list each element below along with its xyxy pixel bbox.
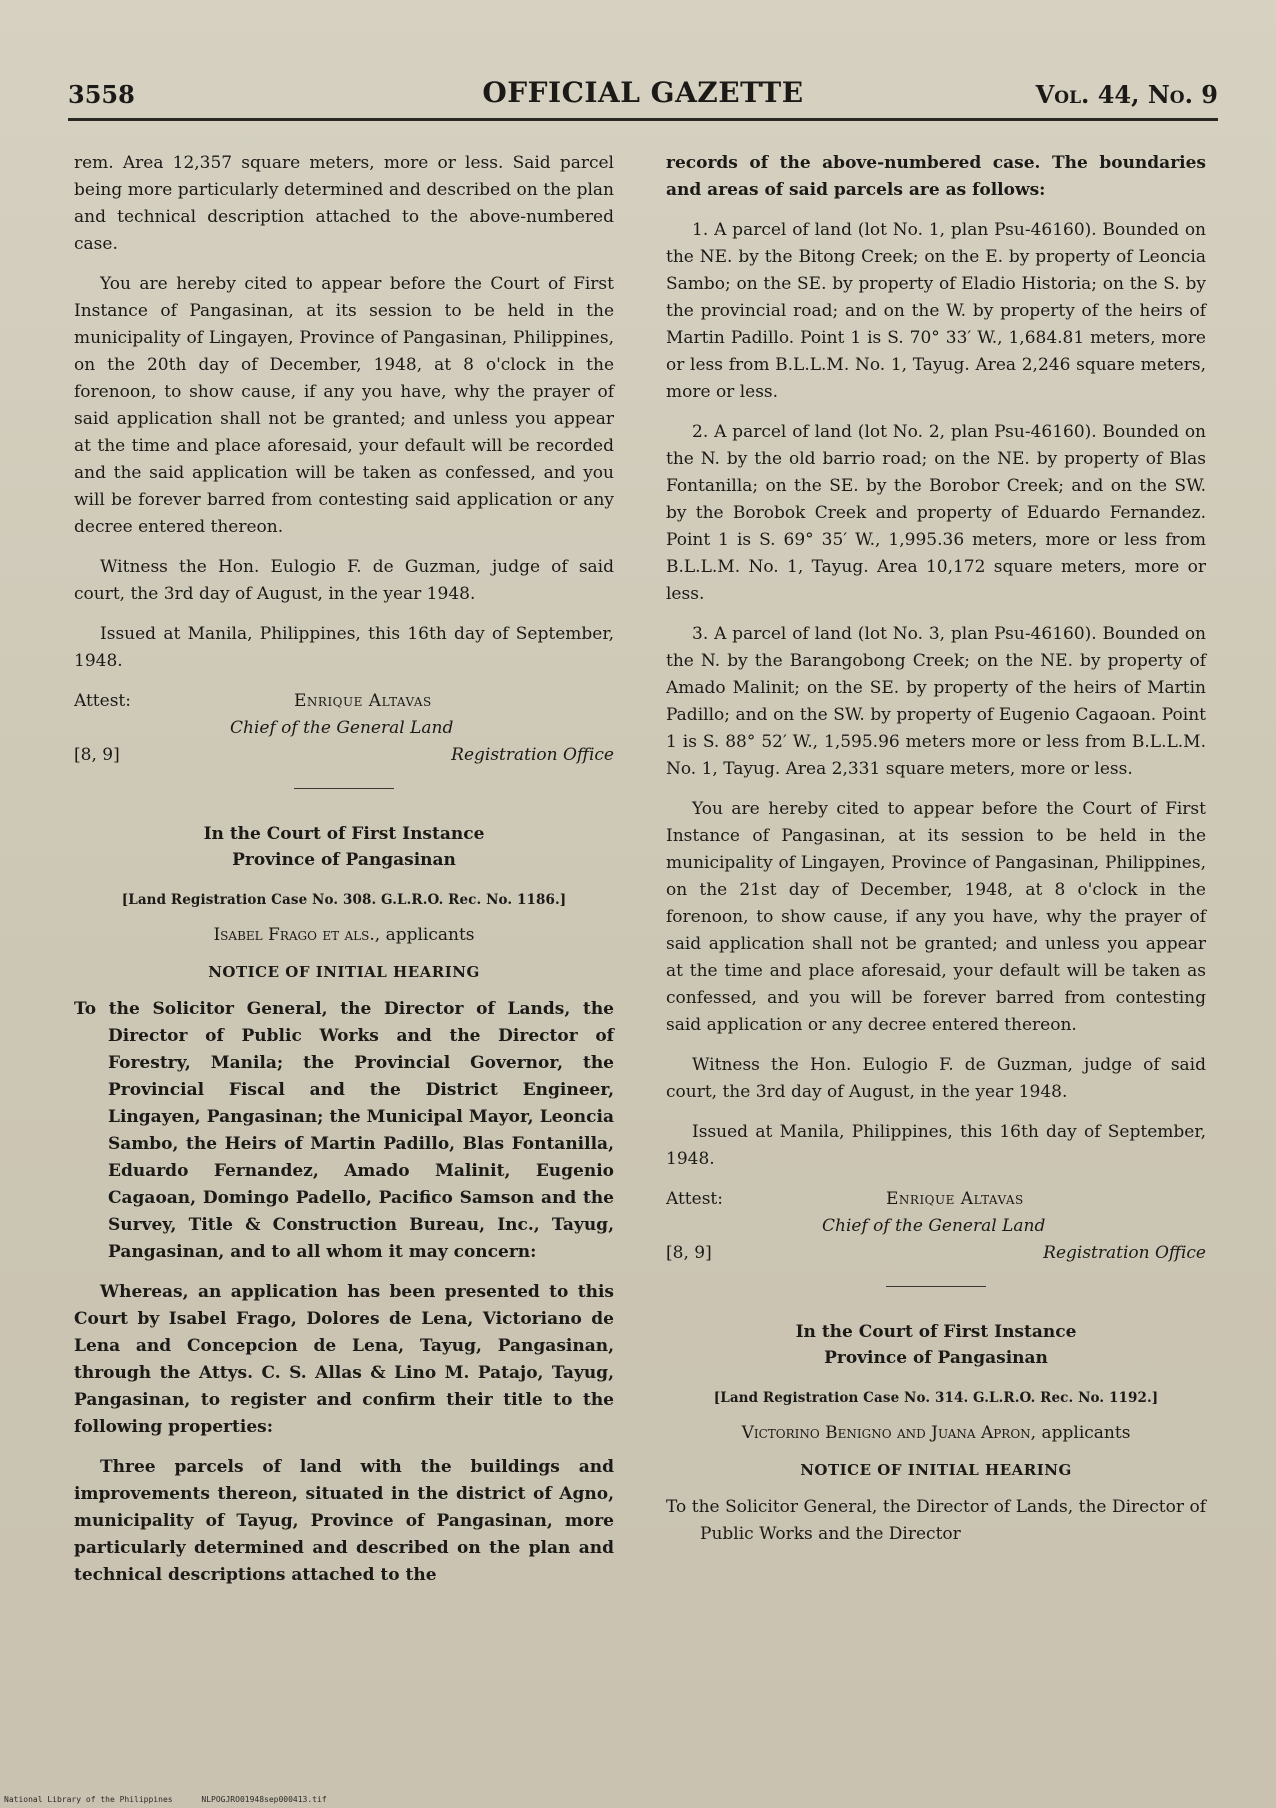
- attest-label: Attest:: [74, 691, 131, 711]
- notice-title: NOTICE OF INITIAL HEARING: [800, 1461, 1072, 1479]
- case-number: [Land Registration Case No. 314. G.L.R.O. Rec. No. 1192.]: [713, 1390, 1159, 1406]
- applicant-suffix: , applicants: [1030, 1423, 1131, 1443]
- paragraph: Three parcels of land with the buildings and improvements thereon, situated in the district of Agno, municipality of Tayug, Province of Pangasinan, more particularly determined and described on the plan and technical descriptions attached to the: [74, 1457, 614, 1585]
- paragraph: You are hereby cited to appear before the Court of First Instance of Pangasinan, at its session to be held in the municipality of Lingayen, Province of Pangasinan, Philippines, on the 20th day of December, 1948, at 8 o'clock in the forenoon, to show cause, if any you have, why the prayer of said application shall not be granted; and unless you appear at the time and place aforesaid, your default will be recorded and the said application will be taken as confessed, and you will be forever barred from contesting said application or any decree entered thereon.: [74, 274, 614, 537]
- addressee-paragraph: To the Solicitor General, the Director of Lands, the Director of Public Works and the Director of Forestry, Manila; the Provincial Governor, the Provincial Fiscal and the District Engineer, Lingayen, Pangasinan; the Municipal Mayor, Leoncia Sambo, the Heirs of Martin Padillo, Blas Fontanilla, Eduardo Fernandez, Amado Malinit, Eugenio Cagaoan, Domingo Padello, Pacifico Samson and the Survey, Title & Construction Bureau, Inc., Tayug, Pangasinan, and to all whom it may concern:: [74, 999, 614, 1262]
- paragraph: Issued at Manila, Philippines, this 16th day of September, 1948.: [666, 1122, 1206, 1169]
- case-number: [Land Registration Case No. 308. G.L.R.O. Rec. No. 1186.]: [121, 892, 567, 908]
- applicants-line: [74, 922, 614, 949]
- publication-title: OFFICIAL GAZETTE: [482, 76, 804, 109]
- signatory-name: Enrique Altavas: [886, 1189, 1024, 1209]
- court-province: Province of Pangasinan: [824, 1348, 1048, 1368]
- court-heading: [74, 821, 614, 873]
- attestation-block: [666, 1186, 1206, 1268]
- parcel-description: 2. A parcel of land (lot No. 2, plan Psu-46160). Bounded on the N. by the old barrio road; on the NE. by property of Blas Fontanilla; on the SE. by the Borobor Creek; and on the SW. by the Borobok Creek and property of Eduardo Fernandez. Point 1 is S. 69° 35′ W., 1,995.36 meters, more or less from B.L.L.M. No. 1, Tayug. Area 10,172 square meters, more or less.: [666, 422, 1206, 604]
- court-name: In the Court of First Instance: [795, 1322, 1077, 1342]
- attestation-block: [74, 688, 614, 770]
- court-name: In the Court of First Instance: [203, 824, 485, 844]
- paragraph: Witness the Hon. Eulogio F. de Guzman, judge of said court, the 3rd day of August, in the year 1948.: [666, 1055, 1206, 1102]
- paragraph: records of the above-numbered case. The boundaries and areas of said parcels are as follows:: [666, 153, 1206, 200]
- right-column: [666, 150, 1206, 1561]
- scan-filename: NLPOGJRO01948sep000413.tif: [201, 1795, 327, 1804]
- signatory-office: Registration Office: [451, 745, 614, 765]
- court-province: Province of Pangasinan: [232, 850, 456, 870]
- scan-footer: [4, 1795, 351, 1804]
- section-divider: [294, 788, 394, 789]
- paragraph: You are hereby cited to appear before the Court of First Instance of Pangasinan, at its session to be held in the municipality of Lingayen, Province of Pangasinan, Philippines, on the 21st day of December, 1948, at 8 o'clock in the forenoon, to show cause, if any you have, why the prayer of said application shall not be granted; and unless you appear at the time and place aforesaid, your default will be taken as confessed, and you will be forever barred from contesting said application or any decree entered thereon.: [666, 799, 1206, 1035]
- paragraph: Issued at Manila, Philippines, this 16th day of September, 1948.: [74, 624, 614, 671]
- header-rule: [68, 118, 1218, 121]
- left-column: [74, 150, 614, 1602]
- signatory-title: Chief of the General Land: [822, 1216, 1046, 1236]
- issue-marker: [8, 9]: [666, 1243, 712, 1263]
- paragraph: Witness the Hon. Eulogio F. de Guzman, judge of said court, the 3rd day of August, in the year 1948.: [74, 557, 614, 604]
- issue-marker: [8, 9]: [74, 745, 120, 765]
- library-credit: National Library of the Philippines: [4, 1795, 173, 1804]
- attest-label: Attest:: [666, 1189, 723, 1209]
- signatory-title: Chief of the General Land: [230, 718, 454, 738]
- court-heading: [666, 1319, 1206, 1371]
- page-header: [68, 68, 1218, 116]
- applicants-line: [666, 1420, 1206, 1447]
- applicant-suffix: , applicants: [374, 925, 475, 945]
- applicant-names: Victorino Benigno and Juana Apron: [741, 1423, 1031, 1443]
- page-number: 3558: [68, 80, 135, 109]
- paragraph: Whereas, an application has been presented to this Court by Isabel Frago, Dolores de Lena, Victoriano de Lena and Concepcion de Lena, Tayug, Pangasinan, through the Attys. C. S. Allas & Lino M. Patajo, Tayug, Pangasinan, to register and confirm their title to the following properties:: [74, 1282, 614, 1437]
- signatory-office: Registration Office: [1043, 1243, 1206, 1263]
- parcel-description: 1. A parcel of land (lot No. 1, plan Psu-46160). Bounded on the NE. by the Bitong Creek; on the E. by property of Leoncia Sambo; on the SE. by property of Eladio Historia; on the S. by the provincial road; and on the W. by property of the heirs of Martin Padillo. Point 1 is S. 70° 33′ W., 1,684.81 meters, more or less from B.L.L.M. No. 1, Tayug. Area 2,246 square meters, more or less.: [666, 220, 1206, 402]
- notice-title: NOTICE OF INITIAL HEARING: [208, 963, 480, 981]
- volume-number: Vol. 44, No. 9: [1035, 80, 1218, 109]
- section-divider: [886, 1286, 986, 1287]
- signatory-name: Enrique Altavas: [294, 691, 432, 711]
- paragraph: rem. Area 12,357 square meters, more or less. Said parcel being more particularly determined and described on the plan and technical description attached to the above-numbered case.: [74, 153, 614, 254]
- addressee-paragraph: To the Solicitor General, the Director of Lands, the Director of Public Works and the Director: [666, 1497, 1206, 1544]
- applicant-names: Isabel Frago et als.: [213, 925, 375, 945]
- parcel-description: 3. A parcel of land (lot No. 3, plan Psu-46160). Bounded on the N. by the Barangobong Creek; on the NE. by property of Amado Malinit; on the SE. by property of the heirs of Martin Padillo; and on the SW. by property of Eugenio Cagaoan. Point 1 is S. 88° 52′ W., 1,595.96 meters more or less from B.L.L.M. No. 1, Tayug. Area 2,331 square meters, more or less.: [666, 624, 1206, 779]
